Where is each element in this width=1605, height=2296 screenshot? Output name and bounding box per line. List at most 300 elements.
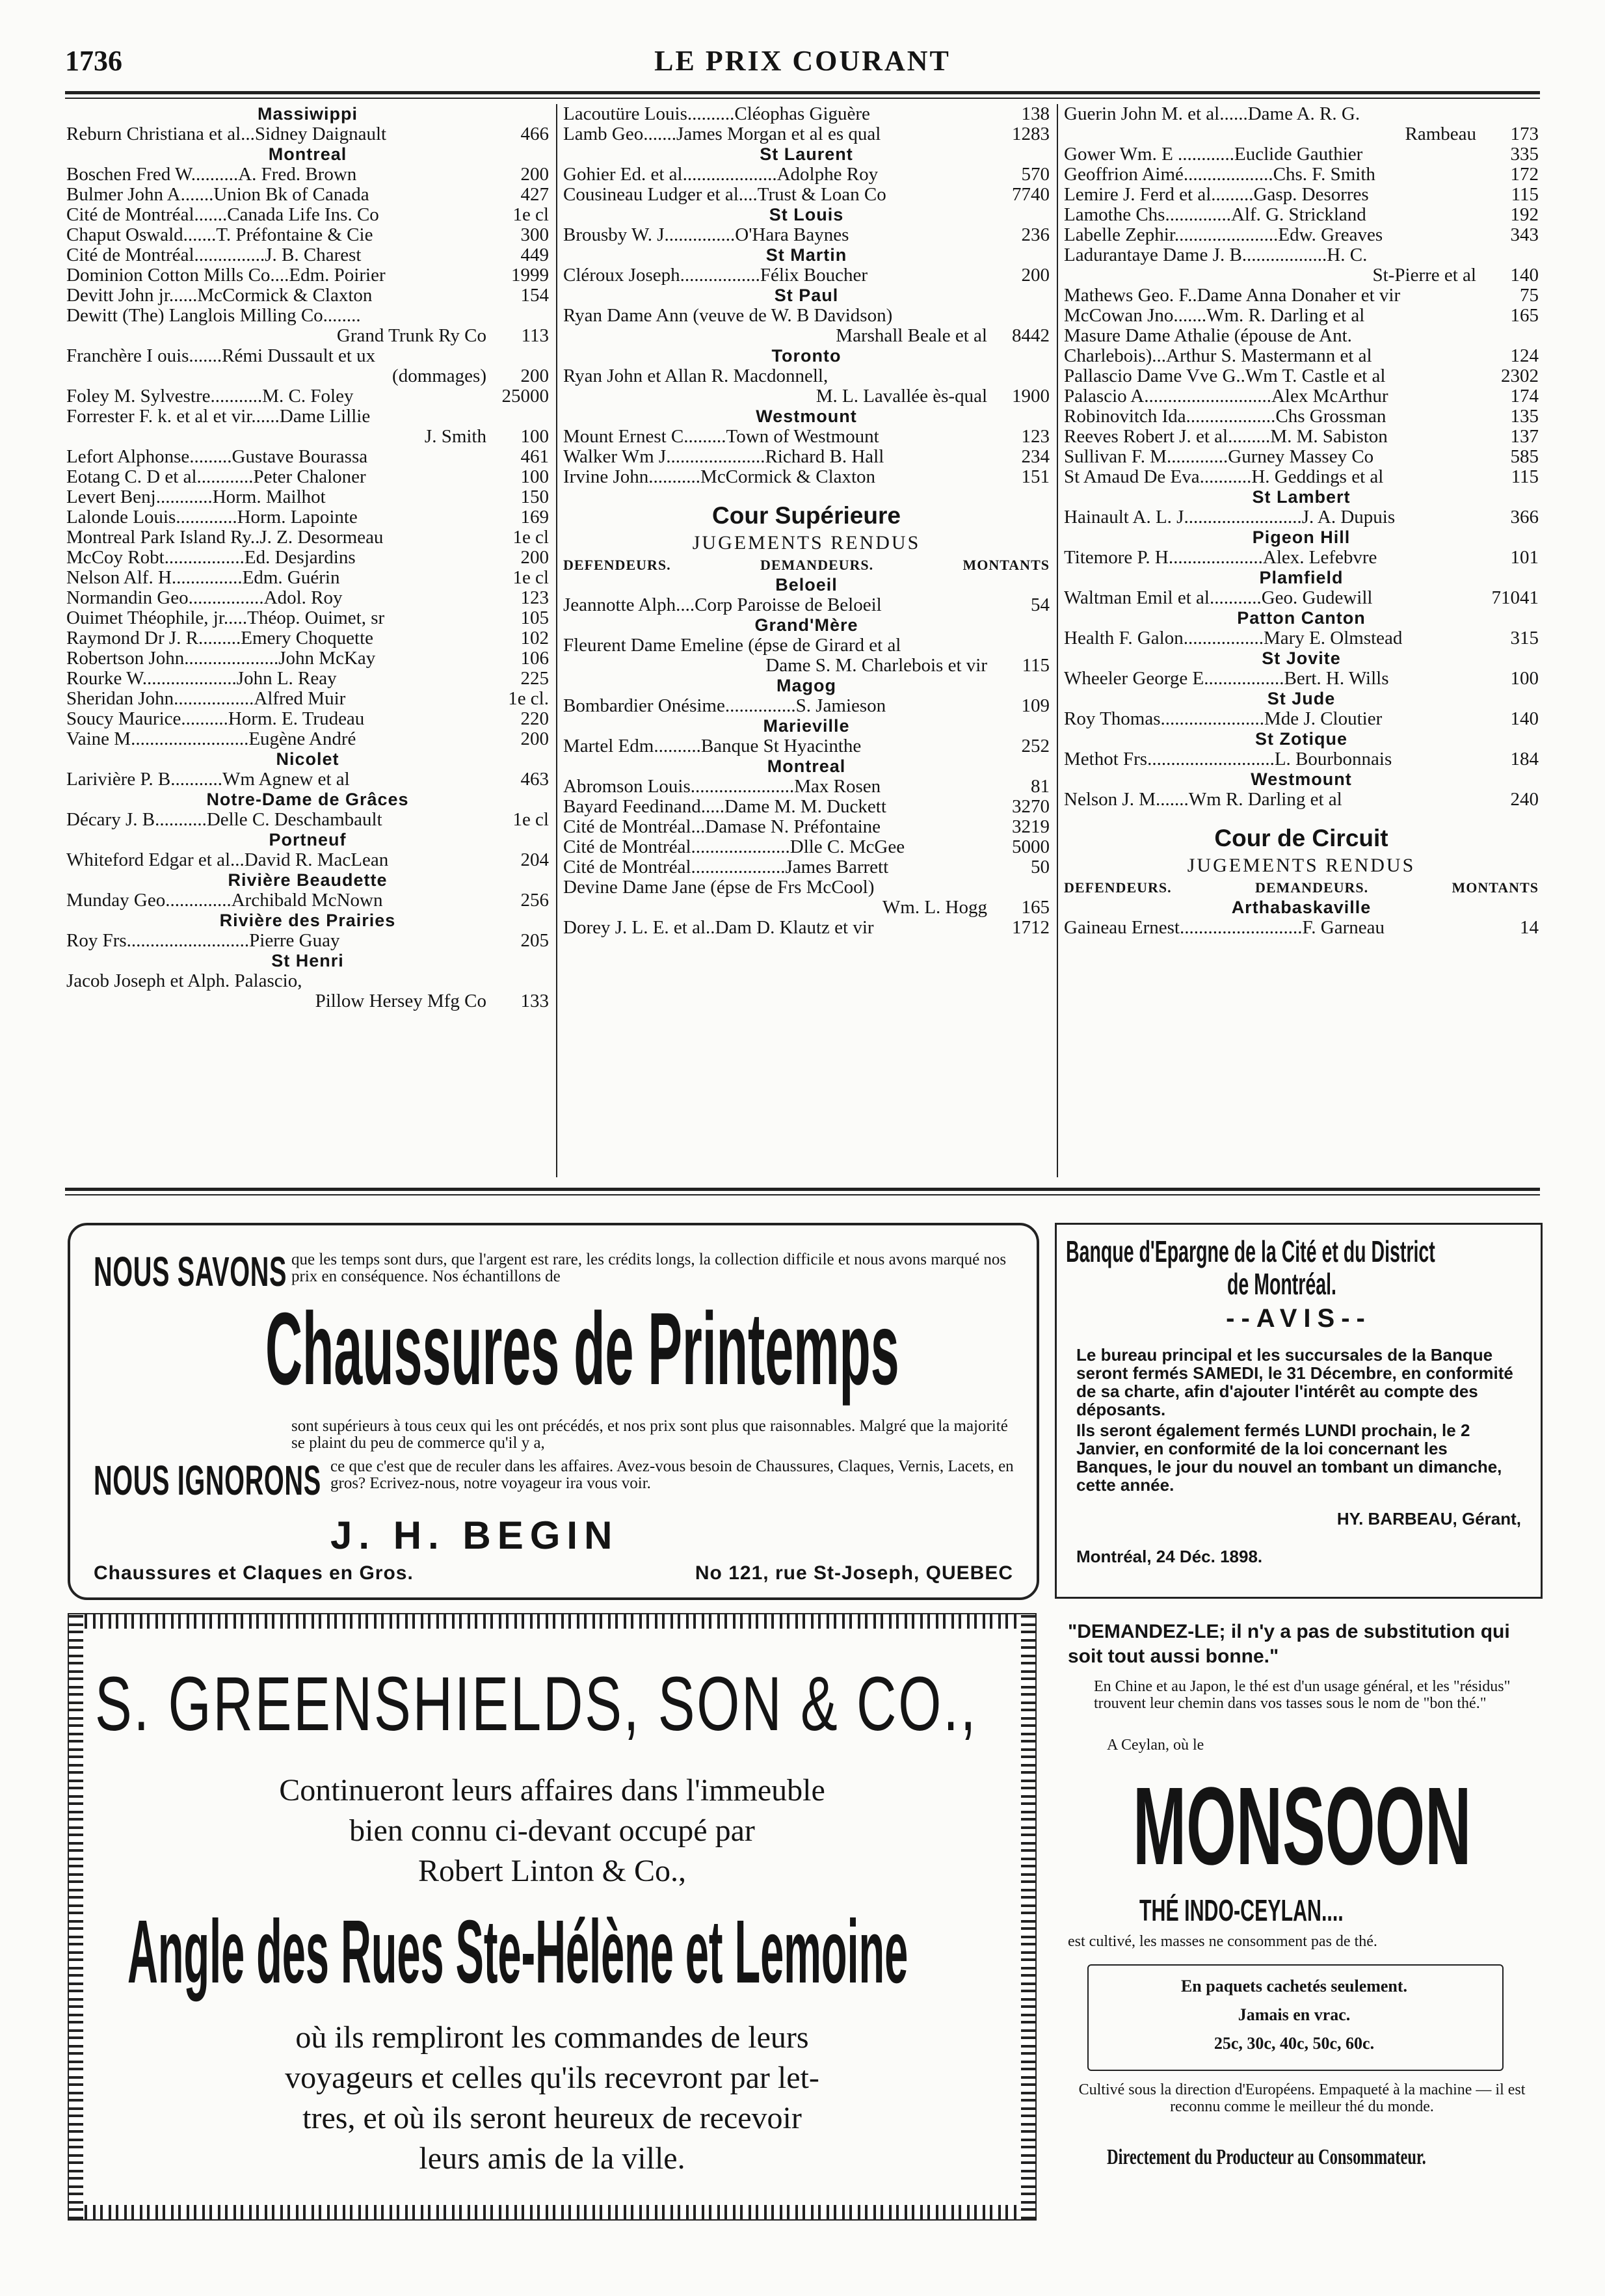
entry-parties: Lamothe Chs..............Alf. G. Strickland xyxy=(1064,205,1366,225)
judgment-entry xyxy=(563,104,1050,124)
entry-parties: Masure Dame Athalie (épouse de Ant. xyxy=(1064,326,1352,346)
entry-parties: Roy Frs..........................Pierre Guay xyxy=(66,931,340,951)
judgment-entry xyxy=(563,306,1050,326)
entry-amount: 165 xyxy=(1510,306,1539,326)
column-headers xyxy=(1064,877,1539,898)
judgment-entry xyxy=(1064,165,1539,185)
entry-parties: Ladurantaye Dame J. B..................H. C. xyxy=(1064,245,1368,265)
entry-parties: Pallascio Dame Vve G..Wm T. Castle et al xyxy=(1064,366,1386,386)
entry-amount: 151 xyxy=(1021,467,1050,487)
judgment-entry xyxy=(563,857,1050,877)
packet-line-3: 25c, 30c, 40c, 50c, 60c. xyxy=(1214,2034,1375,2053)
entry-parties: Devine Dame Jane (épse de Frs McCool) xyxy=(563,877,875,898)
judgment-entry xyxy=(66,386,549,407)
judgments-column-1 xyxy=(66,104,549,1011)
entry-amount: 3219 xyxy=(1012,817,1050,837)
entry-amount: 172 xyxy=(1510,165,1539,185)
entry-amount: 140 xyxy=(1510,265,1539,286)
locality-heading: Westmount xyxy=(756,407,857,426)
entry-parties: Bulmer John A.......Union Bk of Canada xyxy=(66,185,369,205)
entry-amount: 106 xyxy=(520,648,549,669)
locality-heading: Beloeil xyxy=(775,575,838,594)
bank-paragraph-1: Le bureau principal et les succursales de la Banque seront fermés SAMEDI, le 31 Décembre, en conformité de sa charte, afin d'ajouter l'intérêt au compte des déposants. xyxy=(1076,1345,1513,1419)
judgment-entry xyxy=(563,877,1050,898)
locality-heading: St Laurent xyxy=(760,144,853,164)
judgment-entry xyxy=(1064,749,1539,769)
entry-parties: Nelson J. M.......Wm R. Darling et al xyxy=(1064,790,1342,810)
locality-heading: Montreal xyxy=(268,144,347,164)
judgment-entry xyxy=(66,487,549,507)
monsoon-paragraph-4: Cultivé sous la direction d'Européens. Empaqueté à la machine — il est reconnu comme le meilleur thé du monde. xyxy=(1078,2081,1526,2115)
judgment-entry xyxy=(66,205,549,225)
locality-heading: St Zotique xyxy=(1255,729,1347,749)
entry-amount: 137 xyxy=(1510,427,1539,447)
entry-parties: Cité de Montréal...Damase N. Préfontaine xyxy=(563,817,881,837)
entry-parties: Gaineau Ernest..........................F. Garneau xyxy=(1064,918,1385,938)
greenshields-line-1: Continueront leurs affaires dans l'immeuble xyxy=(279,1773,825,1808)
judgment-entry xyxy=(1064,366,1539,386)
locality-heading: Marieville xyxy=(763,716,850,736)
entry-amount: 123 xyxy=(520,588,549,608)
entry-amount: 54 xyxy=(1031,595,1050,615)
entry-amount: 113 xyxy=(521,326,549,346)
entry-parties: Levert Benj............Horm. Mailhot xyxy=(66,487,326,507)
judgment-entry xyxy=(563,447,1050,467)
entry-parties: Dorey J. L. E. et al..Dam D. Klautz et vir xyxy=(563,918,874,938)
greenshields-line-3: Robert Linton & Co., xyxy=(418,1854,686,1888)
entry-parties: Roy Thomas......................Mde J. Cloutier xyxy=(1064,709,1383,729)
entry-parties: St Amaud De Eva...........H. Geddings et al xyxy=(1064,467,1384,487)
judgment-entry xyxy=(563,918,1050,938)
entry-amount: 169 xyxy=(520,507,549,527)
entry-amount: 449 xyxy=(520,245,549,265)
judgment-entry xyxy=(66,648,549,669)
locality-heading: Grand'Mère xyxy=(754,615,858,635)
entry-parties: Guerin John M. et al......Dame A. R. G. xyxy=(1064,104,1360,124)
entry-amount: 315 xyxy=(1510,628,1539,648)
judgment-entry xyxy=(563,265,1050,286)
judgment-entry xyxy=(563,736,1050,756)
judgment-entry xyxy=(563,165,1050,185)
entry-amount: 1e cl. xyxy=(508,689,549,709)
entry-amount: 343 xyxy=(1510,225,1539,245)
indo-ceylan-subtitle: THÉ INDO-CEYLAN.... xyxy=(1139,1893,1344,1927)
entry-amount: 1283 xyxy=(1012,124,1050,144)
court-section-title: Cour Supérieure xyxy=(712,502,901,529)
entry-amount: 115 xyxy=(1511,467,1539,487)
column-divider xyxy=(1057,104,1058,1177)
savons-text: que les temps sont durs, que l'argent est rare, les crédits longs, la collection difficile et nous avons marqué nos prix en conséquence. Nos échantillons de xyxy=(291,1251,1007,1285)
judgment-entry xyxy=(66,366,549,386)
locality-heading: St Jude xyxy=(1267,689,1336,708)
entry-parties: Sheridan John.................Alfred Muir xyxy=(66,689,346,709)
judgment-entry xyxy=(66,971,549,991)
column-header: DEFENDEURS. xyxy=(563,557,671,573)
packet-line-1: En paquets cachetés seulement. xyxy=(1180,1977,1408,1996)
entry-amount: 220 xyxy=(520,709,549,729)
judgment-entry xyxy=(563,427,1050,447)
judgment-entry xyxy=(66,447,549,467)
judgment-entry xyxy=(66,124,549,144)
judgment-entry xyxy=(1064,918,1539,938)
judgment-entry xyxy=(563,366,1050,386)
judgment-entry xyxy=(66,548,549,568)
entry-parties: Dominion Cotton Mills Co....Edm. Poirier xyxy=(66,265,386,286)
entry-amount: 115 xyxy=(1022,656,1050,676)
entry-amount: 138 xyxy=(1021,104,1050,124)
judgment-entry xyxy=(66,769,549,790)
judgment-entry xyxy=(66,568,549,588)
entry-amount: 100 xyxy=(520,467,549,487)
entry-parties: St-Pierre et al xyxy=(1372,265,1476,286)
entry-parties: Robinovitch Ida...................Chs Grossman xyxy=(1064,407,1386,427)
entry-parties: Titemore P. H....................Alex. Lefebvre xyxy=(1064,548,1377,568)
header-rule-thin xyxy=(65,98,1540,99)
judgment-entry xyxy=(1064,144,1539,165)
greenshields-line-5: voyageurs et celles qu'ils recevront par let- xyxy=(285,2061,819,2095)
entry-amount: 225 xyxy=(520,669,549,689)
chain-border-top xyxy=(69,1614,1035,1629)
entry-amount: 1e cl xyxy=(512,527,549,548)
entry-amount: 173 xyxy=(1510,124,1539,144)
judgment-entry xyxy=(1064,407,1539,427)
packet-line-2: Jamais en vrac. xyxy=(1238,2005,1351,2024)
judgment-entry xyxy=(1064,447,1539,467)
entry-parties: Brousby W. J...............O'Hara Baynes xyxy=(563,225,849,245)
judgment-entry xyxy=(563,817,1050,837)
judgment-entry xyxy=(563,696,1050,716)
begin-footer-left: Chaussures et Claques en Gros. xyxy=(94,1562,414,1584)
entry-parties: Gohier Ed. et al....................Adolphe Roy xyxy=(563,165,879,185)
judgment-entry xyxy=(66,507,549,527)
column-headers xyxy=(563,555,1050,575)
entry-parties: Bayard Feedinand.....Dame M. M. Duckett xyxy=(563,797,886,817)
entry-parties: Nelson Alf. H...............Edm. Guérin xyxy=(66,568,340,588)
entry-parties: Martel Edm..........Banque St Hyacinthe xyxy=(563,736,862,756)
entry-parties: (dommages) xyxy=(392,366,486,386)
locality-heading: Rivière Beaudette xyxy=(228,870,388,890)
judgment-entry xyxy=(1064,225,1539,245)
locality-heading: St Louis xyxy=(769,205,844,224)
entry-parties: McCoy Robt.................Ed. Desjardins xyxy=(66,548,356,568)
entry-amount: 200 xyxy=(520,165,549,185)
judgment-entry xyxy=(66,185,549,205)
entry-parties: Health F. Galon.................Mary E. Olmstead xyxy=(1064,628,1403,648)
bank-date: Montréal, 24 Déc. 1898. xyxy=(1076,1547,1263,1566)
entry-parties: Soucy Maurice..........Horm. E. Trudeau xyxy=(66,709,365,729)
entry-parties: Chaput Oswald.......T. Préfontaine & Cie xyxy=(66,225,373,245)
entry-amount: 300 xyxy=(520,225,549,245)
entry-amount: 8442 xyxy=(1012,326,1050,346)
entry-parties: Gower Wm. E ............Euclide Gauthier xyxy=(1064,144,1363,165)
judgment-entry xyxy=(563,225,1050,245)
entry-parties: Forrester F. k. et al et vir......Dame Lillie xyxy=(66,407,371,427)
demandez-le-quote: "DEMANDEZ-LE; il n'y a pas de substitution qui soit tout aussi bonne." xyxy=(1068,1621,1510,1667)
entry-parties: Labelle Zephir......................Edw. Greaves xyxy=(1064,225,1383,245)
entry-parties: Rourke W....................John L. Reay xyxy=(66,669,337,689)
entry-parties: Grand Trunk Ry Co xyxy=(336,326,486,346)
judgment-entry xyxy=(66,326,549,346)
judgment-entry xyxy=(1064,427,1539,447)
monsoon-brand: MONSOON xyxy=(1133,1765,1472,1888)
column-header: MONTANTS xyxy=(1452,879,1539,896)
entry-amount: 2302 xyxy=(1501,366,1539,386)
entry-parties: M. L. Lavallée ès-qual xyxy=(816,386,987,407)
nous-savons-heading: NOUS SAVONS xyxy=(94,1248,287,1295)
entry-parties: Fleurent Dame Emeline (épse de Girard et al xyxy=(563,635,901,656)
entry-parties: McCowan Jno.......Wm. R. Darling et al xyxy=(1064,306,1365,326)
entry-amount: 1e cl xyxy=(512,205,549,225)
page-number: 1736 xyxy=(65,45,122,77)
begin-footer-right: No 121, rue St-Joseph, QUEBEC xyxy=(695,1562,1013,1584)
locality-heading: St Henri xyxy=(271,951,344,970)
entry-amount: 101 xyxy=(1510,548,1539,568)
direct-from-producer: Directement du Producteur au Consommateur. xyxy=(1107,2145,1426,2169)
entry-parties: Ryan John et Allan R. Macdonnell, xyxy=(563,366,829,386)
locality-heading: St Martin xyxy=(765,245,847,265)
entry-amount: 204 xyxy=(520,850,549,870)
entry-parties: Whiteford Edgar et al...David R. MacLean xyxy=(66,850,389,870)
entry-parties: Ryan Dame Ann (veuve de W. B Davidson) xyxy=(563,306,893,326)
entry-parties: Charlebois)...Arthur S. Mastermann et al xyxy=(1064,346,1372,366)
entry-amount: 252 xyxy=(1021,736,1050,756)
entry-parties: Boschen Fred W..........A. Fred. Brown xyxy=(66,165,357,185)
judgment-entry xyxy=(1064,245,1539,265)
entry-parties: Bombardier Onésime...............S. Jamieson xyxy=(563,696,886,716)
entry-amount: 466 xyxy=(520,124,549,144)
avis-heading: --AVIS-- xyxy=(1226,1304,1372,1333)
begin-firm-name: J. H. BEGIN xyxy=(330,1514,619,1557)
entry-parties: Munday Geo..............Archibald McNown xyxy=(66,890,383,911)
entry-amount: 570 xyxy=(1021,165,1050,185)
judgment-entry xyxy=(66,709,549,729)
judgment-entry xyxy=(66,729,549,749)
greenshields-line-6: tres, et où ils seront heureux de recevoir xyxy=(302,2101,802,2135)
judgment-entry xyxy=(1064,467,1539,487)
judgment-entry xyxy=(66,669,549,689)
entry-amount: 14 xyxy=(1520,918,1539,938)
entry-parties: Waltman Emil et al...........Geo. Gudewill xyxy=(1064,588,1373,608)
judgments-subtitle: JUGEMENTS RENDUS xyxy=(692,532,921,554)
entry-parties: Ouimet Théophile, jr.....Théop. Ouimet, sr xyxy=(66,608,385,628)
judgment-entry xyxy=(1064,669,1539,689)
locality-heading: Rivière des Prairies xyxy=(219,911,396,930)
entry-amount: 154 xyxy=(520,286,549,306)
entry-amount: 192 xyxy=(1510,205,1539,225)
locality-heading: St Jovite xyxy=(1262,648,1341,668)
judgment-entry xyxy=(563,124,1050,144)
judgment-entry xyxy=(1064,326,1539,346)
entry-amount: 3270 xyxy=(1012,797,1050,817)
entry-amount: 124 xyxy=(1510,346,1539,366)
entry-parties: Pillow Hersey Mfg Co xyxy=(315,991,486,1011)
bank-signature: HY. BARBEAU, Gérant, xyxy=(1336,1509,1521,1528)
entry-amount: 115 xyxy=(1511,185,1539,205)
greenshields-advertisement xyxy=(68,1613,1037,2221)
judgment-entry xyxy=(1064,286,1539,306)
journal-title: LE PRIX COURANT xyxy=(654,45,951,77)
entry-parties: Sullivan F. M.............Gurney Massey Co xyxy=(1064,447,1374,467)
judgment-entry xyxy=(1064,386,1539,407)
entry-amount: 236 xyxy=(1021,225,1050,245)
section-rule-thin xyxy=(65,1194,1540,1195)
nous-ignorons-heading: NOUS IGNORONS xyxy=(94,1457,321,1504)
entry-parties: Dame S. M. Charlebois et vir xyxy=(765,656,987,676)
monsoon-paragraph-3: est cultivé, les masses ne consomment pas de thé. xyxy=(1068,1933,1377,1950)
entry-parties: Mathews Geo. F..Dame Anna Donaher et vir xyxy=(1064,286,1401,306)
entry-amount: 200 xyxy=(520,729,549,749)
court-section-title: Cour de Circuit xyxy=(1214,825,1388,851)
judgment-entry xyxy=(1064,790,1539,810)
ignorons-text: ce que c'est que de reculer dans les affaires. Avez-vous besoin de Chaussures, Claques, Vernis, Lacets, en gros? Ecrivez-nous, notre voyageur ira vous voir. xyxy=(330,1458,1014,1492)
bank-title-line-1: Banque d'Epargne de la Cité et du District xyxy=(1066,1235,1435,1268)
greenshields-firm-name: S. GREENSHIELDS, SON & CO., xyxy=(95,1661,978,1747)
judgment-entry xyxy=(66,890,549,911)
judgments-column-3 xyxy=(1064,104,1539,938)
entry-amount: 165 xyxy=(1021,898,1050,918)
judgment-entry xyxy=(1064,104,1539,124)
locality-heading: Toronto xyxy=(771,346,842,366)
judgment-entry xyxy=(66,165,549,185)
entry-parties: Vaine M.........................Eugène André xyxy=(66,729,356,749)
judgment-entry xyxy=(66,810,549,830)
entry-amount: 1712 xyxy=(1012,918,1050,938)
locality-heading: Plamfield xyxy=(1259,568,1344,587)
greenshields-line-7: leurs amis de la ville. xyxy=(419,2141,685,2176)
savings-bank-notice xyxy=(1055,1223,1543,1599)
locality-heading: Portneuf xyxy=(269,830,347,849)
entry-parties: Hainault A. L. J.........................J. A. Dupuis xyxy=(1064,507,1396,527)
entry-amount: 140 xyxy=(1510,709,1539,729)
judgment-entry xyxy=(66,628,549,648)
judgments-subtitle: JUGEMENTS RENDUS xyxy=(1187,855,1416,876)
entry-parties: Cité de Montréal....................James Barrett xyxy=(563,857,889,877)
entry-parties: Methot Frs...........................L. Bourbonnais xyxy=(1064,749,1392,769)
entry-amount: 240 xyxy=(1510,790,1539,810)
judgment-entry xyxy=(563,656,1050,676)
entry-amount: 256 xyxy=(520,890,549,911)
column-header: DEFENDEURS. xyxy=(1064,879,1172,896)
entry-parties: Geoffrion Aimé...................Chs. F. Smith xyxy=(1064,165,1375,185)
entry-amount: 1e cl xyxy=(512,568,549,588)
entry-parties: Jacob Joseph et Alph. Palascio, xyxy=(66,971,302,991)
judgment-entry xyxy=(563,797,1050,817)
begin-shoes-advertisement xyxy=(68,1223,1039,1600)
entry-amount: 50 xyxy=(1031,857,1050,877)
judgment-entry xyxy=(1064,265,1539,286)
entry-parties: Dewitt (The) Langlois Milling Co........ xyxy=(66,306,361,326)
monsoon-tea-advertisement xyxy=(1055,1613,1539,2276)
entry-parties: Walker Wm J.....................Richard B. Hall xyxy=(563,447,884,467)
entry-parties: J. Smith xyxy=(424,427,486,447)
entry-parties: Raymond Dr J. R.........Emery Choquette xyxy=(66,628,374,648)
entry-amount: 25000 xyxy=(501,386,549,407)
judgment-entry xyxy=(1064,628,1539,648)
locality-heading: Notre-Dame de Grâces xyxy=(206,790,409,809)
entry-parties: Franchère I ouis.......Rémi Dussault et ux xyxy=(66,346,376,366)
judgment-entry xyxy=(563,467,1050,487)
judgment-entry xyxy=(1064,124,1539,144)
entry-parties: Reeves Robert J. et al.........M. M. Sabiston xyxy=(1064,427,1388,447)
judgment-entry xyxy=(66,306,549,326)
section-rule xyxy=(65,1188,1540,1191)
judgment-entry xyxy=(563,595,1050,615)
judgment-entry xyxy=(66,588,549,608)
bank-title-line-2: de Montréal. xyxy=(1227,1267,1336,1301)
locality-heading: Massiwippi xyxy=(257,104,358,124)
judgment-entry xyxy=(66,850,549,870)
judgment-entry xyxy=(563,185,1050,205)
locality-heading: St Lambert xyxy=(1252,487,1351,507)
entry-amount: 123 xyxy=(1021,427,1050,447)
entry-parties: Larivière P. B...........Wm Agnew et al xyxy=(66,769,350,790)
judgment-entry xyxy=(66,265,549,286)
locality-heading: St Paul xyxy=(774,286,839,305)
judgment-entry xyxy=(1064,507,1539,527)
monsoon-paragraph-2: A Ceylan, où le xyxy=(1107,1737,1204,1754)
entry-parties: Marshall Beale et al xyxy=(836,326,987,346)
judgment-entry xyxy=(1064,548,1539,568)
monsoon-paragraph-1: En Chine et au Japon, le thé est d'un usage général, et les "résidus" trouvent leur chemin dans vos tasses sous le nom de "bon thé." xyxy=(1094,1678,1511,1712)
judgment-entry xyxy=(563,837,1050,857)
greenshields-line-4: où ils rempliront les commandes de leurs xyxy=(295,2020,809,2055)
entry-parties: Wheeler George E.................Bert. H. Wills xyxy=(1064,669,1389,689)
entry-parties: Robertson John....................John McKay xyxy=(66,648,376,669)
entry-parties: Mount Ernest C.........Town of Westmount xyxy=(563,427,879,447)
bank-paragraph-2: Ils seront également fermés LUNDI prochain, le 2 Janvier, en conformité de la loi concernant les Banques, le jour du nouvel an tombant un dimanche, cette année. xyxy=(1076,1421,1502,1495)
entry-amount: 109 xyxy=(1021,696,1050,716)
entry-amount: 150 xyxy=(520,487,549,507)
judgment-entry xyxy=(1064,205,1539,225)
judgment-entry xyxy=(66,467,549,487)
entry-amount: 200 xyxy=(1021,265,1050,286)
entry-parties: Cité de Montréal.....................Dlle C. McGee xyxy=(563,837,905,857)
entry-parties: Cléroux Joseph.................Félix Boucher xyxy=(563,265,868,286)
entry-amount: 585 xyxy=(1510,447,1539,467)
entry-parties: Irvine John...........McCormick & Claxton xyxy=(563,467,876,487)
entry-parties: Lalonde Louis.............Horm. Lapointe xyxy=(66,507,358,527)
entry-amount: 135 xyxy=(1510,407,1539,427)
judgment-entry xyxy=(563,777,1050,797)
entry-parties: Palascio A...........................Alex McArthur xyxy=(1064,386,1388,407)
entry-amount: 427 xyxy=(520,185,549,205)
judgment-entry xyxy=(563,326,1050,346)
judgment-entry xyxy=(1064,588,1539,608)
entry-parties: Lemire J. Ferd et al.........Gasp. Desorres xyxy=(1064,185,1369,205)
entry-amount: 184 xyxy=(1510,749,1539,769)
entry-parties: Lefort Alphonse.........Gustave Bourassa xyxy=(66,447,368,467)
chain-border-bottom xyxy=(69,2205,1035,2219)
entry-amount: 200 xyxy=(520,366,549,386)
column-header: DEMANDEURS. xyxy=(760,557,874,573)
entry-amount: 1999 xyxy=(511,265,549,286)
entry-amount: 105 xyxy=(520,608,549,628)
locality-heading: Nicolet xyxy=(276,749,339,769)
entry-amount: 100 xyxy=(520,427,549,447)
entry-parties: Devitt John jr......McCormick & Claxton xyxy=(66,286,373,306)
greenshields-line-2: bien connu ci-devant occupé par xyxy=(349,1813,755,1848)
entry-amount: 461 xyxy=(520,447,549,467)
entry-parties: Rambeau xyxy=(1405,124,1476,144)
spring-shoes-headline: Chaussures de Printemps xyxy=(265,1292,899,1406)
locality-heading: Arthabaskaville xyxy=(1231,898,1372,917)
header-rule xyxy=(65,91,1540,94)
judgment-entry xyxy=(563,635,1050,656)
entry-amount: 1e cl xyxy=(512,810,549,830)
entry-amount: 174 xyxy=(1510,386,1539,407)
entry-amount: 133 xyxy=(520,991,549,1011)
judgment-entry xyxy=(66,225,549,245)
